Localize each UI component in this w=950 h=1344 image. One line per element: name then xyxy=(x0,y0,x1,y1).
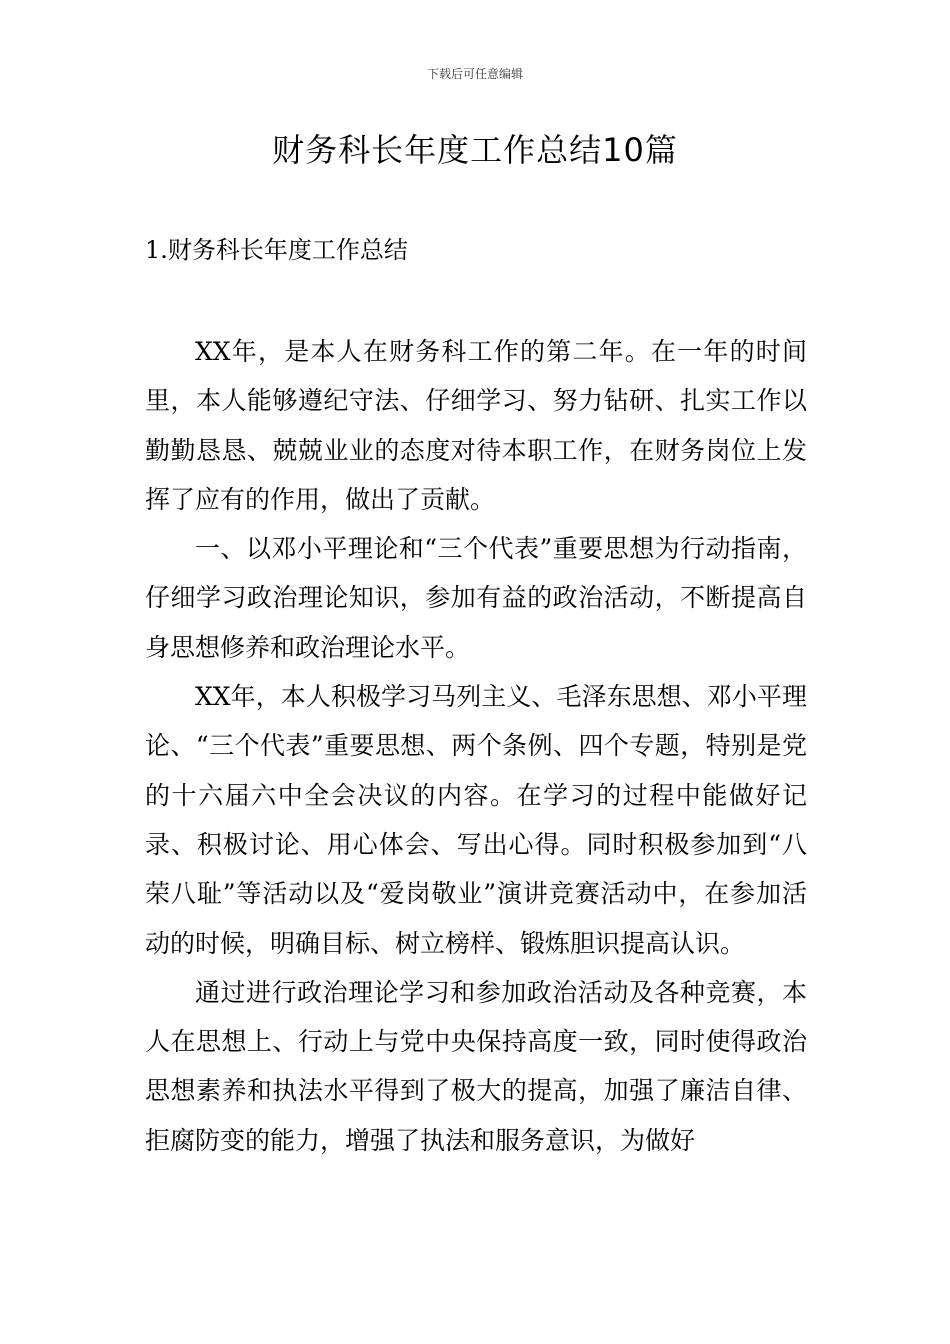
header-note: 下载后可任意编辑 xyxy=(426,67,523,81)
document-body xyxy=(145,327,807,1165)
paragraph: 一、以邓小平理论和“三个代表”重要思想为行动指南，仔细学习政治理论知识，参加有益的政治活动，不断提高自身思想修养和政治理论水平。 xyxy=(145,534,807,662)
paragraph: XX年，本人积极学习马列主义、毛泽东思想、邓小平理论、“三个代表”重要思想、两个条例、四个专题，特别是党的十六届六中全会决议的内容。在学习的过程中能做好记录、积极讨论、用心体会、写出心得。同时积极参加到“八荣八耻”等活动以及“爱岗敬业”演讲竞赛活动中，在参加活动的时候，明确目标、树立榜样、锻炼胆识提高认识。 xyxy=(145,682,807,958)
paragraph: XX年，是本人在财务科工作的第二年。在一年的时间里，本人能够遵纪守法、仔细学习、努力钻研、扎实工作以勤勤恳恳、兢兢业业的态度对待本职工作，在财务岗位上发挥了应有的作用，做出了贡献。 xyxy=(145,337,807,514)
paragraph: 通过进行政治理论学习和参加政治活动及各种竞赛，本人在思想上、行动上与党中央保持高度一致，同时使得政治思想素养和执法水平得到了极大的提高，加强了廉洁自律、拒腐防变的能力，增强了执法和服务意识，为做好 xyxy=(145,977,807,1155)
section-heading: 1.财务科长年度工作总结 xyxy=(145,236,408,264)
document-title: 财务科长年度工作总结10篇 xyxy=(272,131,678,169)
